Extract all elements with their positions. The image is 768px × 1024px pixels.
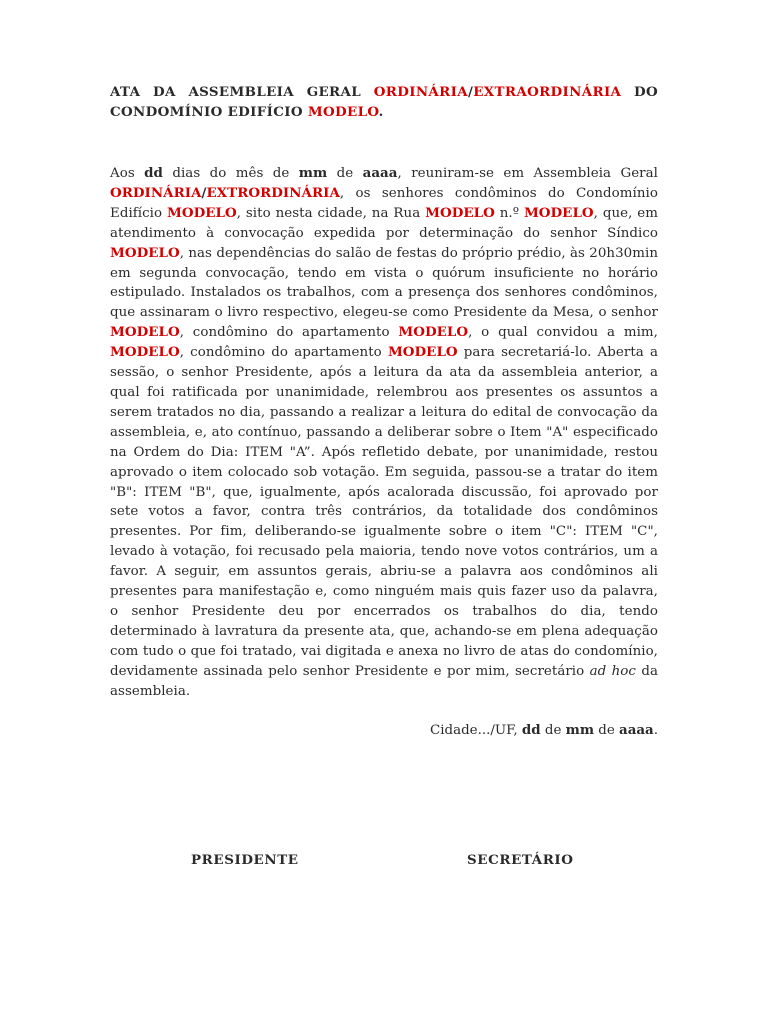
city-day-placeholder: dd — [521, 722, 541, 739]
body-text: , condômino do apartamento — [179, 345, 388, 361]
title-text: DO CONDOMÍNIO EDIFÍCIO — [110, 84, 658, 120]
title-ordinaria-placeholder: ORDINÁRIA — [373, 84, 468, 100]
minutes-body-paragraph — [110, 164, 658, 701]
title-modelo-placeholder: MODELO — [307, 104, 379, 120]
body-text: , nas dependências do salão de festas do próprio prédio, às 20h30min em segunda convocação, tendo em vista o quórum insuficiente no horário estipulado. Instalados os trabalhos, com a presença dos senhores condôminos, que assinaram o livro respectivo, elegeu-se como Presidente da Mesa, o senhor — [110, 245, 658, 321]
secretary-signature-label: SECRETÁRIO — [467, 852, 574, 868]
street-placeholder: MODELO — [425, 204, 495, 221]
body-text: para secretariá-lo. Aberta a sessão, o senhor Presidente, após a leitura da ata da assembleia anterior, a qual foi ratificada por unanimidade, relembrou aos presentes os assuntos a serem tratados no dia, passando a realizar a leitura do edital de convocação da assembleia, e, ato contínuo, passando a deliberar sobre o Item "A" especificado na Ordem do Dia: ITEM "A”. Após refletido debate, por unanimidade, restou aprovado o item colocado sob votação. Em seguida, passou-se a tratar do item "B": ITEM "B", que, igualmente, após acalorada discussão, foi aprovado por sete votos a favor, contra três contrários, da totalidade dos condôminos presentes. Por fim, deliberando-se igualmente sobre o item "C": ITEM "C", levado à votação, foi recusado pela maioria, tendo nove votos contrários, um a favor. A seguir, em assuntos gerais, abriu-se a palavra aos condôminos ali presentes para manifestação e, como ninguém mais quis fazer uso da palavra, o senhor Presidente deu por encerrados os trabalhos do dia, tendo determinado à lavratura da presente ata, que, achando-se em plena adequação com tudo o que foi tratado, vai digitada e anexa no livro de atas do condomínio, devidamente assinada pelo senhor Presidente e por mim, secretário — [110, 345, 658, 679]
body-text: Aos — [110, 166, 145, 181]
condominium-name-placeholder: MODELO — [167, 204, 237, 221]
ad-hoc-italic: ad hoc — [589, 663, 636, 679]
body-text: , que, em atendimento à convocação expedida por determinação do senhor Síndico — [110, 205, 659, 241]
street-number-placeholder: MODELO — [523, 204, 594, 221]
body-text: , reuniram-se em Assembleia Geral — [397, 166, 658, 181]
city-year-placeholder: aaaa — [619, 722, 654, 739]
president-apartment-placeholder: MODELO — [398, 324, 469, 341]
body-text: dias do mês de — [162, 166, 299, 181]
secretary-apartment-placeholder: MODELO — [387, 344, 458, 361]
city-uf-text: Cidade.../UF, — [430, 723, 522, 739]
title-text: ATA DA ASSEMBLEIA GERAL — [110, 84, 374, 100]
secretary-name-placeholder: MODELO — [110, 344, 180, 361]
title-period: . — [378, 104, 384, 120]
body-text: , sito nesta cidade, na Rua — [236, 205, 426, 221]
body-text: de — [327, 166, 363, 181]
syndic-name-placeholder: MODELO — [110, 244, 180, 261]
extrordinaria-placeholder: EXTRORDINÁRIA — [206, 184, 340, 201]
title-extraordinaria-placeholder: EXTRAORDINÁRIA — [473, 84, 622, 100]
signature-block — [110, 852, 658, 874]
body-text: , o qual convidou a mim, — [468, 325, 658, 341]
ordinaria-placeholder: ORDINÁRIA — [110, 184, 202, 201]
city-text: de — [594, 723, 620, 739]
body-text: , condômino do apartamento — [179, 325, 399, 341]
city-text: de — [540, 723, 566, 739]
body-text: da assembleia. — [110, 663, 658, 699]
body-text: n.º — [494, 205, 524, 221]
day-placeholder: dd — [144, 165, 163, 181]
city-period: . — [653, 723, 658, 739]
president-signature-label: PRESIDENTE — [191, 852, 299, 868]
city-date-line — [110, 720, 658, 741]
meeting-minutes-document — [110, 82, 659, 868]
month-placeholder: mm — [298, 165, 328, 181]
president-name-placeholder: MODELO — [110, 324, 180, 341]
city-month-placeholder: mm — [565, 722, 594, 739]
body-slash: / — [201, 184, 207, 201]
document-title — [110, 82, 658, 122]
body-text: , os senhores condôminos do Condomínio Edifício — [110, 185, 658, 221]
title-slash: / — [467, 84, 474, 100]
year-placeholder: aaaa — [362, 165, 398, 181]
